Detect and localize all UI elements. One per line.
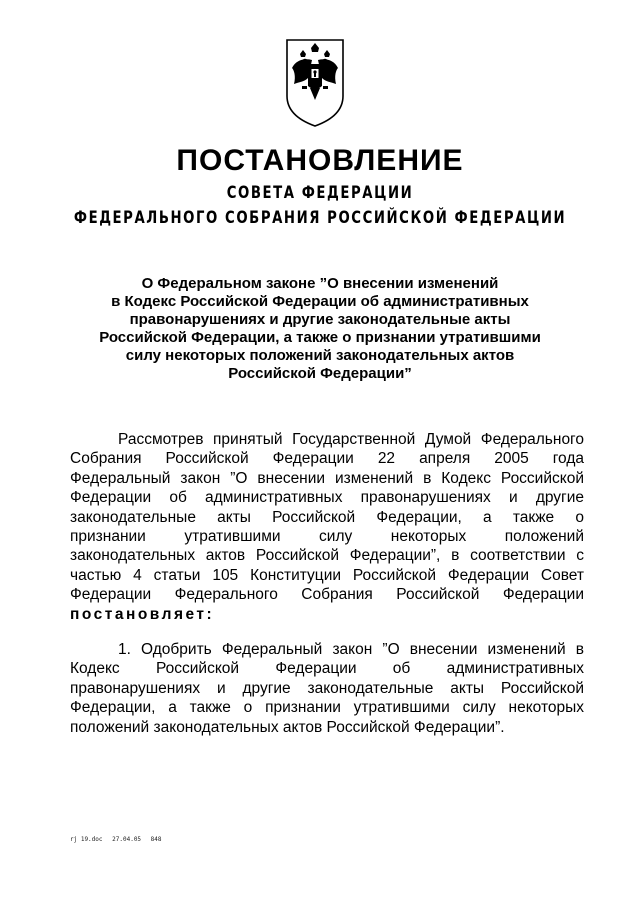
subject-line: силу некоторых положений законодательных актов — [125, 347, 515, 364]
body-line: положений законодательных актов Российской Федерации”. — [70, 718, 505, 736]
subject-line: Российской Федерации, а также о признании утратившими — [99, 329, 541, 346]
document-footer — [70, 836, 168, 843]
body-line: 1. Одобрить Федеральный закон ”О внесении изменений в — [118, 641, 584, 658]
body-line: Федеральный закон ”О внесении изменений в Кодекс Российской — [70, 469, 584, 487]
body-line: Собрания Российской Федерации 22 апреля 2005 года — [70, 450, 584, 468]
subject-line: О Федеральном законе ”О внесении изменений — [141, 275, 499, 292]
document-subject — [70, 275, 570, 383]
subject-line: Российской Федерации” — [228, 365, 412, 382]
body-line: правонарушениях и другие законодательные акты Российской — [70, 679, 584, 697]
body-line: признании утратившими силу некоторых положений — [70, 528, 584, 546]
issuer-line-1: СОВЕТА ФЕДЕРАЦИИ — [226, 183, 414, 203]
footer-time: 848 — [150, 836, 162, 843]
issuer-line-2: ФЕДЕРАЛЬНОГО СОБРАНИЯ РОССИЙСКОЙ ФЕДЕРАЦИИ — [73, 208, 567, 228]
document-title: ПОСТАНОВЛЕНИЕ — [176, 144, 464, 177]
subject-line: в Кодекс Российской Федерации об административных — [111, 293, 529, 310]
footer-code: rj 19.doc — [70, 836, 103, 843]
body-line: законодательных актов Российской Федерации”, в соответствии с — [70, 547, 584, 565]
body-line: частью 4 статьи 105 Конституции Российской Федерации Совет — [70, 566, 584, 584]
body-line: Кодекс Российской Федерации об административных — [70, 660, 584, 678]
body-line: Рассмотрев принятый Государственной Думой Федерального — [118, 431, 584, 448]
body-line: законодательные акты Российской Федерации, а также о — [70, 508, 584, 526]
footer-date: 27.04.05 — [112, 836, 142, 843]
body-line: Федерации Федерального Собрания Российской Федерации — [70, 586, 584, 604]
resolution-keyword: постановляет: — [70, 605, 215, 623]
body-paragraph-1 — [70, 430, 584, 624]
body-line: Федерации, а также о признании утратившими силу некоторых — [70, 699, 584, 717]
body-paragraph-2 — [70, 640, 584, 737]
body-line: Федерации об административных правонарушениях и другие — [70, 489, 584, 507]
double-headed-eagle-emblem-icon — [284, 38, 346, 128]
subject-line: правонарушениях и другие законодательные акты — [129, 311, 511, 328]
